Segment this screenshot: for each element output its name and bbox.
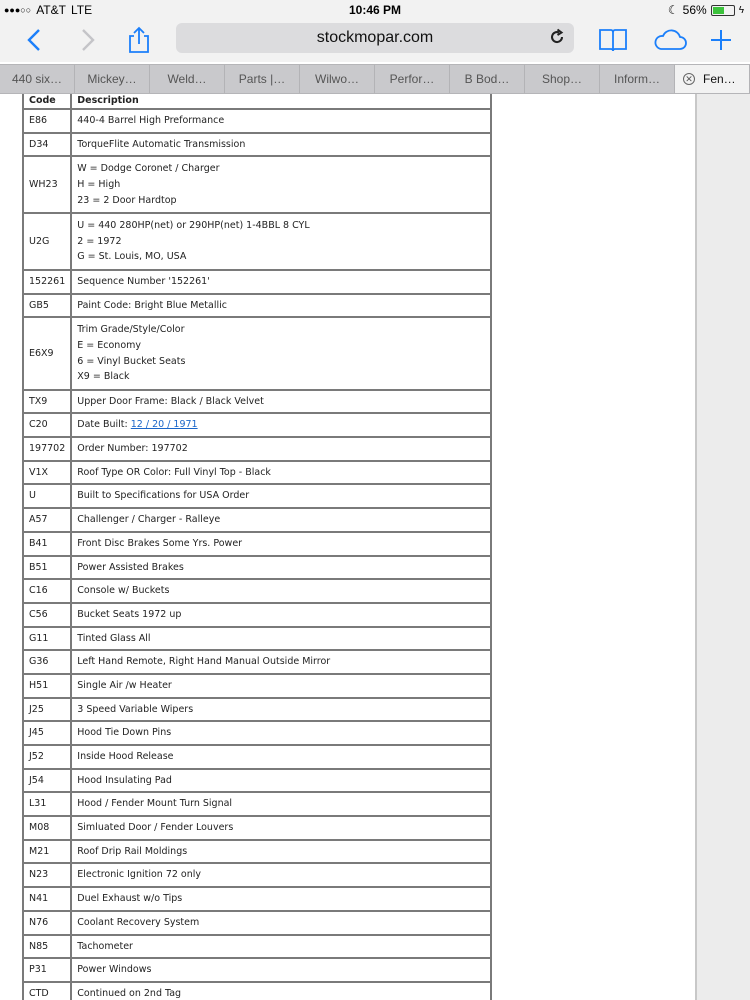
table-row bbox=[23, 674, 491, 698]
table-row bbox=[23, 213, 491, 270]
code-cell: J52 bbox=[23, 745, 71, 769]
table-row bbox=[23, 627, 491, 651]
table-row bbox=[23, 317, 491, 389]
tab-1[interactable] bbox=[0, 65, 75, 93]
code-cell: A57 bbox=[23, 508, 71, 532]
description-cell bbox=[71, 721, 491, 745]
code-cell: G11 bbox=[23, 627, 71, 651]
description-line: Upper Door Frame: Black / Black Velvet bbox=[77, 395, 264, 407]
code-cell: J45 bbox=[23, 721, 71, 745]
description-line: 6 = Vinyl Bucket Seats bbox=[77, 355, 186, 367]
tab-8[interactable] bbox=[525, 65, 600, 93]
description-cell bbox=[71, 745, 491, 769]
description-line: Coolant Recovery System bbox=[77, 916, 200, 928]
code-cell: GB5 bbox=[23, 294, 71, 318]
description-cell bbox=[71, 133, 491, 157]
charging-icon: ϟ bbox=[738, 4, 744, 16]
description-line: Front Disc Brakes Some Yrs. Power bbox=[77, 537, 243, 549]
table-row bbox=[23, 650, 491, 674]
table-row bbox=[23, 887, 491, 911]
close-tab-icon[interactable]: ✕ bbox=[683, 73, 695, 85]
reload-button[interactable] bbox=[548, 28, 566, 51]
network-type: LTE bbox=[70, 3, 93, 17]
tab-label: Mickey… bbox=[87, 72, 137, 86]
table-row bbox=[23, 508, 491, 532]
battery-icon bbox=[711, 5, 735, 16]
code-cell: G36 bbox=[23, 650, 71, 674]
description-cell bbox=[71, 840, 491, 864]
table-header-row bbox=[23, 94, 491, 109]
code-cell: N85 bbox=[23, 935, 71, 959]
chevron-left-icon bbox=[26, 28, 42, 52]
table-row bbox=[23, 721, 491, 745]
code-cell: U2G bbox=[23, 213, 71, 270]
description-line: Roof Drip Rail Moldings bbox=[77, 845, 188, 857]
browser-toolbar bbox=[0, 20, 750, 62]
code-cell: C16 bbox=[23, 579, 71, 603]
code-cell: L31 bbox=[23, 792, 71, 816]
description-line: Duel Exhaust w/o Tips bbox=[77, 893, 183, 905]
table-row bbox=[23, 133, 491, 157]
description-cell bbox=[71, 270, 491, 294]
description-cell bbox=[71, 887, 491, 911]
code-cell: C20 bbox=[23, 413, 71, 437]
description-line: 3 Speed Variable Wipers bbox=[77, 703, 194, 715]
tab-active[interactable] bbox=[675, 65, 750, 93]
table-row bbox=[23, 911, 491, 935]
table-row bbox=[23, 294, 491, 318]
table-row bbox=[23, 579, 491, 603]
description-line: 23 = 2 Door Hardtop bbox=[77, 194, 177, 206]
cloud-icon bbox=[652, 28, 688, 52]
code-cell: N76 bbox=[23, 911, 71, 935]
new-tab-button[interactable] bbox=[705, 24, 737, 56]
description-cell bbox=[71, 863, 491, 887]
code-cell: C56 bbox=[23, 603, 71, 627]
table-row bbox=[23, 935, 491, 959]
description-cell bbox=[71, 484, 491, 508]
code-cell: B51 bbox=[23, 556, 71, 580]
description-line: Left Hand Remote, Right Hand Manual Outside Mirror bbox=[77, 656, 331, 668]
description-line: 440-4 Barrel High Preformance bbox=[77, 115, 225, 127]
description-line: Hood Tie Down Pins bbox=[77, 727, 172, 739]
table-row bbox=[23, 390, 491, 414]
tab-3[interactable] bbox=[150, 65, 225, 93]
description-line bbox=[77, 419, 197, 430]
icloud-tabs-button[interactable] bbox=[652, 24, 688, 56]
table-row bbox=[23, 413, 491, 437]
code-cell: M08 bbox=[23, 816, 71, 840]
description-cell bbox=[71, 627, 491, 651]
book-icon bbox=[598, 27, 628, 53]
status-time: 10:46 PM bbox=[348, 3, 402, 17]
date-link[interactable]: 12 / 20 / 1971 bbox=[130, 419, 198, 431]
forward-button[interactable] bbox=[72, 24, 104, 56]
moon-icon: ☾ bbox=[667, 3, 679, 17]
description-line: Hood / Fender Mount Turn Signal bbox=[77, 798, 233, 810]
column-header-code: Code bbox=[23, 94, 71, 109]
address-bar[interactable] bbox=[176, 23, 574, 53]
table-row bbox=[23, 698, 491, 722]
column-header-description: Description bbox=[71, 94, 491, 109]
code-cell: J54 bbox=[23, 769, 71, 793]
description-line: Tachometer bbox=[77, 940, 133, 952]
description-cell bbox=[71, 437, 491, 461]
description-line: Power Assisted Brakes bbox=[77, 561, 184, 573]
code-cell: U bbox=[23, 484, 71, 508]
reload-icon bbox=[548, 28, 566, 46]
description-cell bbox=[71, 579, 491, 603]
tab-4[interactable] bbox=[225, 65, 300, 93]
description-line: Bucket Seats 1972 up bbox=[77, 608, 182, 620]
description-cell bbox=[71, 556, 491, 580]
tab-7[interactable] bbox=[450, 65, 525, 93]
share-icon bbox=[127, 26, 151, 54]
description-line: Electronic Ignition 72 only bbox=[77, 869, 202, 881]
signal-strength-icon: ●●●○○ bbox=[4, 5, 32, 15]
table-row bbox=[23, 745, 491, 769]
tab-2[interactable] bbox=[75, 65, 150, 93]
description-cell bbox=[71, 792, 491, 816]
page-gutter bbox=[697, 94, 750, 1000]
back-button[interactable] bbox=[18, 24, 50, 56]
tab-label: Wilwo… bbox=[315, 72, 359, 86]
tab-label: B Bod… bbox=[464, 72, 510, 86]
description-cell bbox=[71, 294, 491, 318]
code-cell: M21 bbox=[23, 840, 71, 864]
tab-label: 440 six… bbox=[11, 72, 63, 86]
description-line: E = Economy bbox=[77, 339, 142, 351]
table-row bbox=[23, 792, 491, 816]
description-line: Simluated Door / Fender Louvers bbox=[77, 822, 234, 834]
chevron-right-icon bbox=[80, 28, 96, 52]
url-text: stockmopar.com bbox=[316, 29, 434, 46]
plus-icon bbox=[709, 28, 733, 52]
description-cell bbox=[71, 816, 491, 840]
page-content[interactable] bbox=[0, 94, 750, 1000]
table-row bbox=[23, 461, 491, 485]
description-line: Paint Code: Bright Blue Metallic bbox=[77, 299, 227, 311]
description-cell bbox=[71, 461, 491, 485]
code-cell: CTD bbox=[23, 982, 71, 1000]
table-row bbox=[23, 603, 491, 627]
description-line: Challenger / Charger - Ralleye bbox=[77, 514, 221, 526]
tab-label: Fen… bbox=[703, 72, 736, 86]
table-row bbox=[23, 769, 491, 793]
description-line: TorqueFlite Automatic Transmission bbox=[77, 138, 246, 150]
description-cell bbox=[71, 213, 491, 270]
description-line: G = St. Louis, MO, USA bbox=[77, 251, 187, 263]
description-line: Roof Type OR Color: Full Vinyl Top - Black bbox=[77, 466, 271, 478]
description-line: Sequence Number '152261' bbox=[77, 275, 210, 287]
code-cell: P31 bbox=[23, 958, 71, 982]
description-cell bbox=[71, 109, 491, 133]
table-row bbox=[23, 532, 491, 556]
tab-5[interactable] bbox=[300, 65, 375, 93]
code-cell: 197702 bbox=[23, 437, 71, 461]
status-right bbox=[668, 3, 744, 17]
table-row bbox=[23, 437, 491, 461]
tab-bar bbox=[0, 64, 750, 94]
description-cell bbox=[71, 958, 491, 982]
battery-percent: 56% bbox=[682, 3, 707, 17]
description-line: H = High bbox=[77, 178, 121, 190]
code-cell: N23 bbox=[23, 863, 71, 887]
tab-label: Perfor… bbox=[389, 72, 435, 86]
tab-label: Shop… bbox=[541, 72, 583, 86]
description-cell bbox=[71, 508, 491, 532]
description-cell bbox=[71, 156, 491, 213]
table-row bbox=[23, 863, 491, 887]
code-cell: H51 bbox=[23, 674, 71, 698]
carrier-name: AT&T bbox=[36, 3, 66, 17]
description-line: Tinted Glass All bbox=[77, 632, 151, 644]
table-row bbox=[23, 958, 491, 982]
description-line: U = 440 280HP(net) or 290HP(net) 1-4BBL 8 CYL bbox=[77, 220, 310, 232]
description-cell bbox=[71, 911, 491, 935]
code-cell: E6X9 bbox=[23, 317, 71, 389]
code-cell: J25 bbox=[23, 698, 71, 722]
table-row bbox=[23, 484, 491, 508]
description-line: Built to Specifications for USA Order bbox=[77, 490, 250, 502]
description-cell bbox=[71, 390, 491, 414]
share-button[interactable] bbox=[123, 24, 155, 56]
description-line: Trim Grade/Style/Color bbox=[77, 324, 185, 336]
description-line: Order Number: 197702 bbox=[77, 443, 188, 455]
table-row bbox=[23, 840, 491, 864]
description-line: Power Windows bbox=[77, 964, 152, 976]
table-row bbox=[23, 109, 491, 133]
code-cell: E86 bbox=[23, 109, 71, 133]
table-row bbox=[23, 156, 491, 213]
code-cell: D34 bbox=[23, 133, 71, 157]
tab-9[interactable] bbox=[600, 65, 675, 93]
description-cell bbox=[71, 769, 491, 793]
description-line: Continued on 2nd Tag bbox=[77, 987, 182, 999]
description-cell bbox=[71, 674, 491, 698]
table-row bbox=[23, 270, 491, 294]
description-line: Single Air /w Heater bbox=[77, 679, 172, 691]
description-line: 2 = 1972 bbox=[77, 235, 122, 247]
tab-label: Inform… bbox=[613, 72, 660, 86]
tab-6[interactable] bbox=[375, 65, 450, 93]
table-row bbox=[23, 982, 491, 1000]
tab-label: Weld… bbox=[167, 72, 207, 86]
description-line: Console w/ Buckets bbox=[77, 585, 170, 597]
description-line: W = Dodge Coronet / Charger bbox=[77, 163, 220, 175]
description-line: X9 = Black bbox=[77, 371, 130, 383]
status-bar bbox=[0, 0, 750, 20]
code-cell: N41 bbox=[23, 887, 71, 911]
tab-label: Parts |… bbox=[238, 72, 286, 86]
description-line: Inside Hood Release bbox=[77, 751, 174, 763]
description-cell bbox=[71, 317, 491, 389]
bookmarks-button[interactable] bbox=[597, 24, 629, 56]
description-cell bbox=[71, 532, 491, 556]
code-cell: 152261 bbox=[23, 270, 71, 294]
code-cell: WH23 bbox=[23, 156, 71, 213]
description-cell bbox=[71, 982, 491, 1000]
description-cell bbox=[71, 603, 491, 627]
code-cell: V1X bbox=[23, 461, 71, 485]
description-cell bbox=[71, 935, 491, 959]
description-cell bbox=[71, 698, 491, 722]
table-row bbox=[23, 816, 491, 840]
battery-fill bbox=[713, 7, 724, 14]
description-line: Hood Insulating Pad bbox=[77, 774, 172, 786]
table-row bbox=[23, 556, 491, 580]
code-cell: TX9 bbox=[23, 390, 71, 414]
description-cell bbox=[71, 413, 491, 437]
description-label: Date Built: bbox=[77, 419, 131, 431]
description-cell bbox=[71, 650, 491, 674]
code-cell: B41 bbox=[23, 532, 71, 556]
fender-tag-table bbox=[22, 94, 492, 1000]
